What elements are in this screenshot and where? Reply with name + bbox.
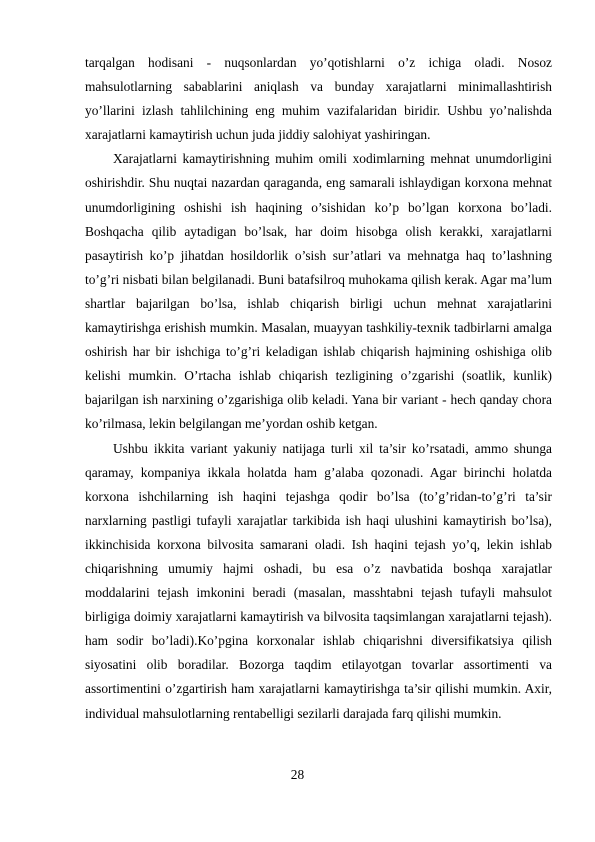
paragraph-continuation: tarqalgan hodisani - nuqsonlardan yo’qotishlarni o’z ichiga oladi. Nosoz mahsulotlarning sabablarini aniqlash va bunday xarajatlarni minimallashtirish yo’llarini izlash tahlilchining eng muhim vazifalaridan biridir. Ushbu yo’nalishda xarajatlarni kamaytirish uchun juda jiddiy salohiyat yashiringan. (85, 55, 552, 143)
paragraph-labor-productivity: Xarajatlarni kamaytirishning muhim omili xodimlarning mehnat unumdorligini oshirishdir. Shu nuqtai nazardan qaraganda, eng samarali ishlaydigan korxona mehnat unumdorligining oshishi ish haqining o’sishidan ko’p bo’lgan korxona bo’ladi. Boshqacha qilib aytadigan bo’lsak, har doim hisobga olish kerakki, xarajatlarni pasaytirish ko’p jihatdan hosildorlik o’sish sur’atlari va mehnatga haq to’lashning to’g’ri nisbati bilan belgilanadi. Buni batafsilroq muhokama qilish kerak. Agar ma’lum shartlar bajarilgan bo’lsa, ishlab chiqarish birligi uchun mehnat xarajatlarini kamaytirishga erishish mumkin. Masalan, muayyan tashkiliy-texnik tadbirlarni amalga oshirish har bir ishchiga to’g’ri keladigan ishlab chiqarish hajmining oshishiga olib kelishi mumkin. O’rtacha ishlab chiqarish tezligining o’zgarishi (soatlik, kunlik) bajarilgan ish narxining o’zgarishiga olib keladi. Yana bir variant - hech qanday chora ko’rilmasa, lekin belgilangan me’yordan oshib ketgan. (85, 151, 552, 432)
page-number: 28 (290, 767, 305, 782)
paragraph-two-variants: Ushbu ikkita variant yakuniy natijaga turli xil ta’sir ko’rsatadi, ammo shunga qaramay, kompaniya ikkala holatda ham g’alaba qozonadi. Agar birinchi holatda korxona ishchilarning ish haqini tejashga qodir bo’lsa (to’g’ridan-to’g’ri ta’sir narxlarning pastligi tufayli xarajatlar tarkibida ish haqi ulushini kamaytirish bo’lsa), ikkinchisida korxona bilvosita samarani oladi. Ish haqini tejash yo’q, lekin ishlab chiqarishning umumiy hajmi oshadi, bu esa o’z navbatida boshqa xarajatlar moddalarini tejash imkonini beradi (masalan, masshtabni tejash tufayli mahsulot birligiga doimiy xarajatlarni kamaytirish va bilvosita taqsimlangan xarajatlarni tejash). ham sodir bo’ladi).Ko’pgina korxonalar ishlab chiqarishni diversifikatsiya qilish siyosatini olib boradilar. Bozorga taqdim etilayotgan tovarlar assortimenti va assortimentini o’zgartirish ham xarajatlarni kamaytirishga ta’sir qilishi mumkin. Axir, individual mahsulotlarning rentabelligi sezilarli darajada farq qilishi mumkin. (85, 440, 552, 721)
